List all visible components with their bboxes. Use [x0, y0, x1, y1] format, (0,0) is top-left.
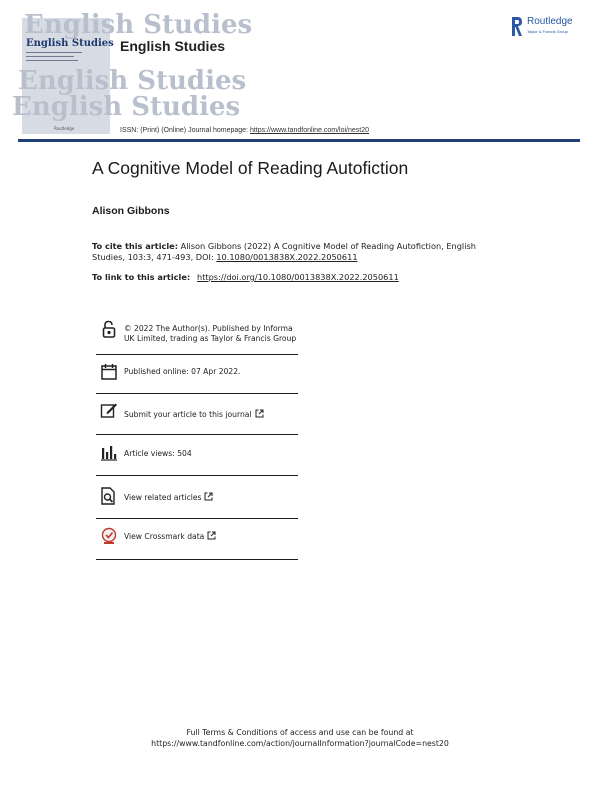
article-url-link[interactable]: https://doi.org/10.1080/0013838X.2022.2050611 [197, 272, 399, 282]
views-row [96, 435, 298, 476]
submit-row[interactable] [96, 394, 298, 435]
article-info-box [96, 316, 298, 560]
crossmark-label: View Crossmark data [124, 532, 205, 541]
journal-title: English Studies [120, 38, 226, 54]
external-link-icon [207, 531, 216, 540]
article-author: Alison Gibbons [92, 205, 170, 217]
related-articles-label: View related articles [124, 493, 202, 502]
journal-homepage-link[interactable]: https://www.tandfonline.com/loi/nest20 [249, 127, 370, 134]
publisher-tagline: Taylor & Francis Group [527, 29, 568, 34]
citation-block [92, 241, 502, 263]
cover-watermark: English Studies [18, 66, 247, 96]
footer-terms-text: Full Terms & Conditions of access and use can be found at [186, 728, 414, 737]
bar-chart-icon [100, 444, 118, 462]
link-label: To link to this article: [92, 272, 193, 282]
article-views: Article views: 504 [124, 449, 192, 458]
crossmark-icon [100, 527, 118, 545]
article-link-line [92, 272, 399, 282]
cover-divider [26, 56, 74, 57]
cite-text: Alison Gibbons (2022) A Cognitive Model of Reading Autofiction, English Studies, 103:3, 471-493, DOI: [92, 241, 476, 262]
publisher-name: Routledge [527, 16, 573, 27]
published-row [96, 355, 298, 394]
calendar-icon [100, 363, 118, 381]
footer-terms-link[interactable]: https://www.tandfonline.com/action/journalInformation?journalCode=nest20 [151, 739, 449, 748]
issn-text: ISSN: (Print) (Online) Journal homepage: [120, 127, 250, 134]
publisher-logo[interactable] [511, 16, 591, 40]
related-articles-link[interactable] [124, 492, 300, 503]
footer [0, 727, 600, 749]
open-access-lock-icon [100, 320, 118, 338]
issn-line [120, 127, 369, 134]
crossmark-link[interactable] [124, 531, 300, 542]
routledge-logo-icon [511, 16, 523, 38]
article-title: A Cognitive Model of Reading Autofiction [92, 158, 409, 178]
header-divider [18, 139, 580, 142]
submit-article-link[interactable] [124, 409, 300, 420]
cover-title: English Studies [26, 38, 114, 49]
external-link-icon [255, 409, 264, 418]
license-row [96, 316, 298, 355]
license-text: © 2022 The Author(s). Published by Informa UK Limited, trading as Taylor & Francis Group [124, 324, 297, 343]
cover-watermark: English Studies [12, 92, 241, 122]
external-link-icon [204, 492, 213, 501]
cite-label: To cite this article: [92, 241, 178, 251]
cover-divider [26, 60, 78, 61]
crossmark-row[interactable] [96, 519, 298, 560]
cover-publisher: Routledge [54, 126, 75, 131]
related-row[interactable] [96, 476, 298, 519]
related-articles-icon [100, 487, 118, 505]
published-date: Published online: 07 Apr 2022. [124, 367, 241, 376]
edit-icon [100, 401, 118, 419]
submit-article-label: Submit your article to this journal [124, 410, 252, 419]
cover-divider [26, 52, 82, 53]
doi-link[interactable]: 10.1080/0013838X.2022.2050611 [216, 252, 358, 262]
cover-watermark: English Studies [24, 10, 253, 40]
